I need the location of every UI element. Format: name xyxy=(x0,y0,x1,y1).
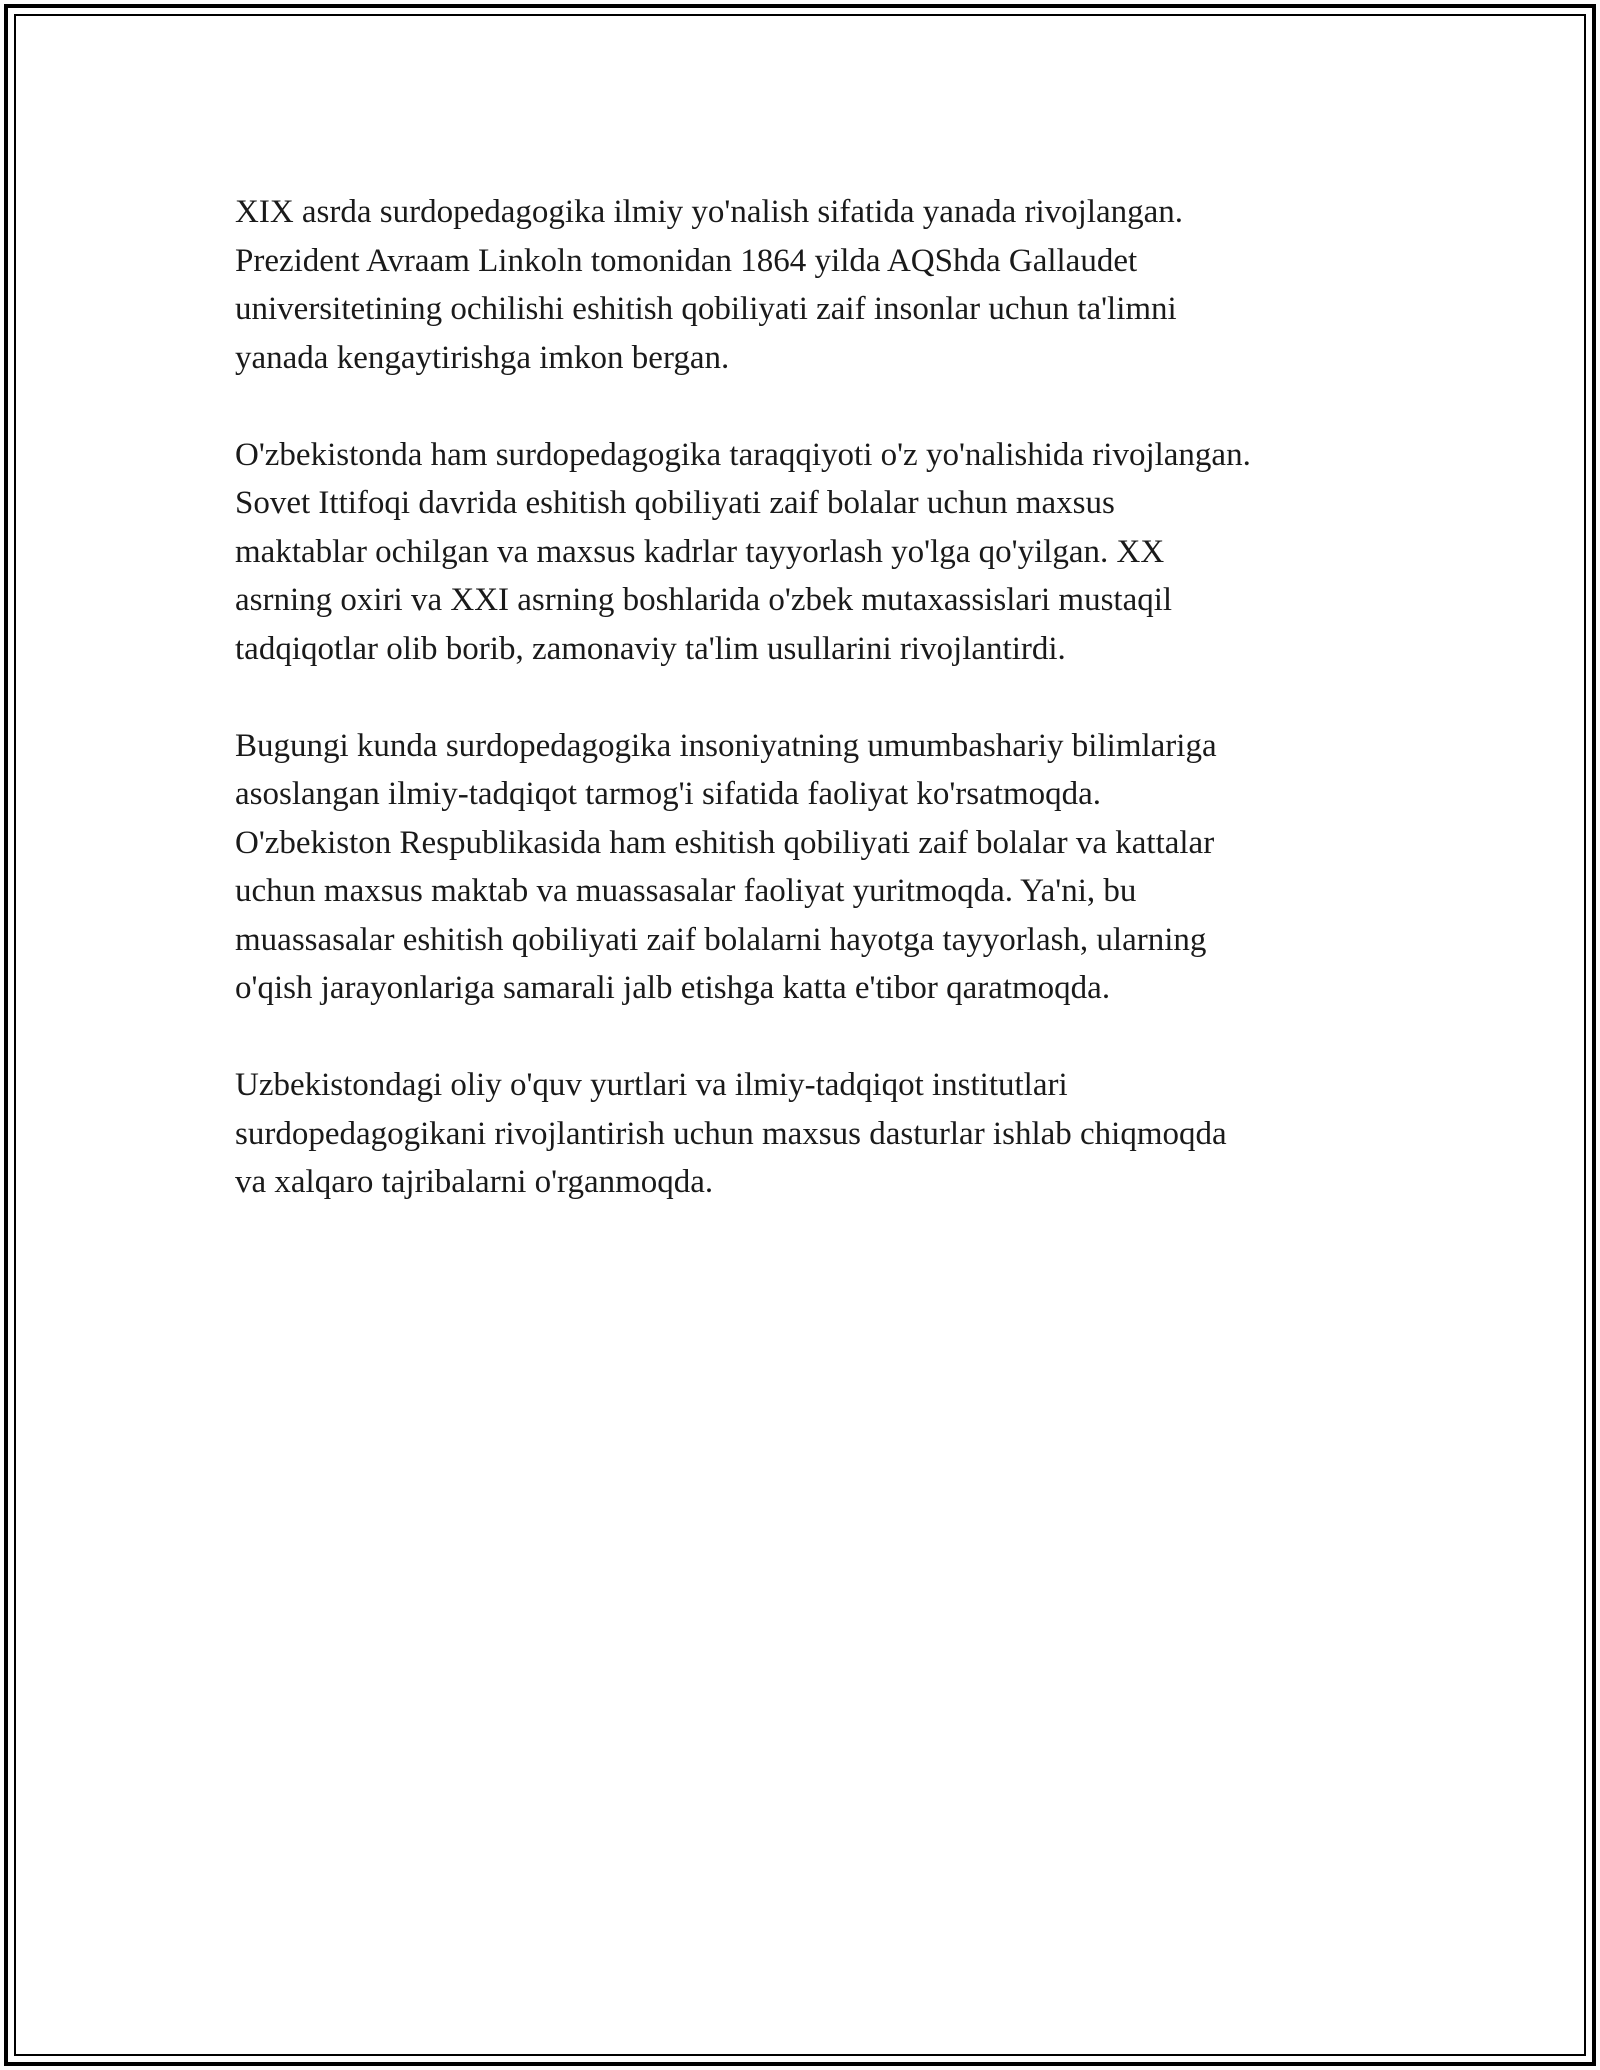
document-body xyxy=(235,188,1395,1255)
text-line: surdopedagogikani rivojlantirish uchun maxsus dasturlar ishlab chiqmoqda xyxy=(235,1115,1227,1152)
text-line: yanada kengaytirishga imkon bergan. xyxy=(235,339,730,376)
text-line: asrning oxiri va XXI asrning boshlarida o'zbek mutaxassislari mustaqil xyxy=(235,582,1173,618)
paragraph-4 xyxy=(235,1061,1395,1207)
paragraph-3 xyxy=(235,722,1395,1013)
text-line: o'qish jarayonlariga samarali jalb etishga katta e'tibor qaratmoqda. xyxy=(235,970,1111,1006)
text-line: uchun maxsus maktab va muassasalar faoliyat yuritmoqda. Ya'ni, bu xyxy=(235,873,1137,909)
text-line: Sovet Ittifoqi davrida eshitish qobiliyati zaif bolalar uchun maxsus xyxy=(235,485,1115,521)
text-line: muassasalar eshitish qobiliyati zaif bolalarni hayotga tayyorlash, ularning xyxy=(235,921,1207,958)
text-line: O'zbekiston Respublikasida ham eshitish qobiliyati zaif bolalar va kattalar xyxy=(235,824,1215,861)
paragraph-1 xyxy=(235,188,1395,382)
text-line: Bugungi kunda surdopedagogika insoniyatning umumbashariy bilimlariga xyxy=(235,727,1217,764)
text-line: tadqiqotlar olib borib, zamonaviy ta'lim usullarini rivojlantirdi. xyxy=(235,630,1066,667)
text-line: va xalqaro tajribalarni o'rganmoqda. xyxy=(235,1164,714,1200)
text-line: O'zbekistonda ham surdopedagogika taraqqiyoti o'z yo'nalishida rivojlangan. xyxy=(235,436,1251,473)
text-line: XIX asrda surdopedagogika ilmiy yo'nalish sifatida yanada rivojlangan. xyxy=(235,194,1184,230)
text-line: universitetining ochilishi eshitish qobiliyati zaif insonlar uchun ta'limni xyxy=(235,291,1177,327)
text-line: Prezident Avraam Linkoln tomonidan 1864 yilda AQShda Gallaudet xyxy=(235,242,1138,279)
text-line: maktablar ochilgan va maxsus kadrlar tayyorlash yo'lga qo'yilgan. XX xyxy=(235,533,1165,570)
text-line: asoslangan ilmiy-tadqiqot tarmog'i sifatida faoliyat ko'rsatmoqda. xyxy=(235,776,1102,812)
paragraph-2 xyxy=(235,431,1395,674)
text-line: Uzbekistondagi oliy o'quv yurtlari va ilmiy-tadqiqot institutlari xyxy=(235,1067,1068,1103)
